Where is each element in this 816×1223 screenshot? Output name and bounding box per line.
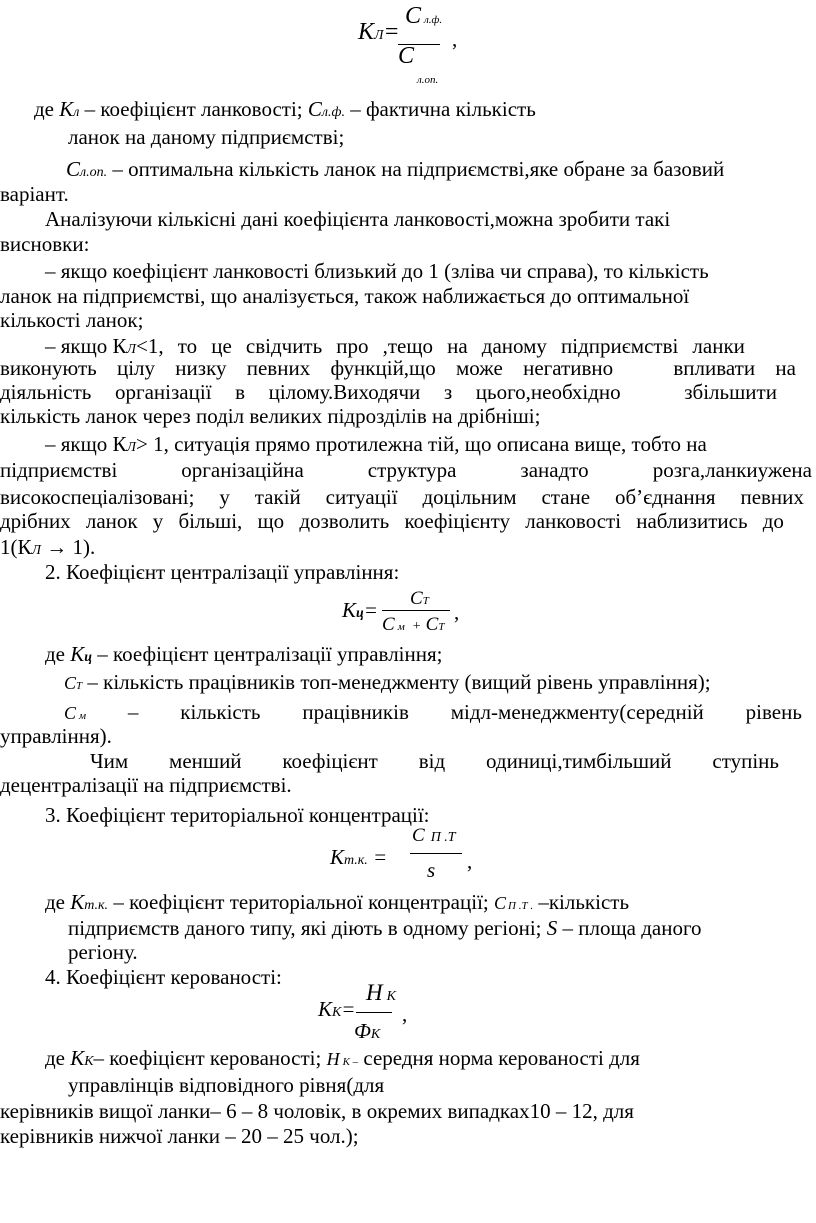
formula1-denominator-sub: л.оп. — [417, 74, 439, 86]
formula3-numerator: С П .Т — [412, 825, 456, 846]
defs1-line4: варіант. — [0, 182, 69, 206]
formula4-lhs: КК= — [318, 997, 356, 1021]
section4-def1: де КК– коефіцієнт керованості; Н К – середня норма керованості для — [45, 1046, 640, 1070]
formula1-lhs: КЛ= — [358, 19, 400, 45]
bullet1-line2: ланок на підприємстві, що аналізується, також наближається до оптимальної — [0, 284, 690, 308]
section2-heading: 2. Коефіцієнт централізації управління: — [45, 560, 400, 584]
bullet3-line2: підприємстві організаційна структура занадто розга,ланкиужена — [0, 458, 812, 482]
section3-def1: де Кт.к. – коефіцієнт територіальної концентрації; С П .Т . –кількість — [45, 890, 630, 914]
section4-line4: керівників нижчої ланки – 20 – 25 чол.); — [0, 1124, 359, 1148]
section3-def3: регіону. — [68, 940, 138, 964]
formula1-numerator: Сл.ф. — [405, 3, 443, 29]
bullet2-line1: – якщо КЛ<1, то це свідчить про ,тещо на даному підприємстві ланки — [45, 334, 745, 358]
bullet1-line3: кількості ланок; — [0, 308, 144, 332]
formula3-fraction-bar — [410, 853, 462, 854]
formula3-lhs: Кт.к. = — [330, 845, 388, 869]
formula2-fraction-bar — [382, 610, 450, 611]
analysis-line2: висновки: — [0, 232, 90, 256]
defs1-line1: де Кл – коефіцієнт ланковості; Сл.ф. – фактична кількість — [34, 97, 536, 121]
formula4-fraction-bar — [356, 1012, 392, 1013]
section2-def2: СТ – кількість працівників топ-менеджменту (вищий рівень управління); — [64, 670, 711, 694]
bullet1-line1: – якщо коефіцієнт ланковості близький до 1 (зліва чи справа), то кількість — [45, 259, 709, 283]
defs1-line2: ланок на даному підприємстві; — [68, 125, 345, 149]
formula1-denominator: С — [398, 43, 415, 69]
formula4-tail: , — [402, 1002, 408, 1026]
bullet2-line2: виконують цілу низку певних функцій,що може негативно впливати на — [0, 356, 796, 380]
formula2-numerator: СТ — [410, 588, 429, 609]
formula2-denominator: См + СТ — [382, 614, 445, 635]
bullet3-line5: 1(КЛ → 1). — [0, 535, 96, 559]
section2-note-line2: децентралізації на підприємстві. — [0, 773, 292, 797]
formula3-denominator: s — [427, 858, 436, 882]
bullet3-line3: високоспеціалізовані; у такій ситуації доцільним стане об’єднання певних — [0, 485, 804, 509]
section2-def3-line2: управління). — [0, 724, 112, 748]
bullet2-line3: діяльність організації в цілому.Виходячи з цього,необхідно збільшити — [0, 380, 777, 404]
section4-line2: управлінців відповідного рівня(для — [68, 1073, 385, 1097]
section4-heading: 4. Коефіцієнт керованості: — [45, 965, 282, 989]
section2-def3: С м – кількість працівників мідл-менеджменту(середній рівень — [64, 700, 802, 724]
section3-heading: 3. Коефіцієнт територіальної концентрації: — [45, 803, 430, 827]
formula1-tail: , — [452, 27, 458, 51]
analysis-line1: Аналізуючи кількісні дані коефіцієнта ланковості,можна зробити такі — [45, 207, 671, 231]
formula4-denominator: ФК — [354, 1019, 381, 1043]
bullet3-line1: – якщо КЛ> 1, ситуація прямо протилежна тій, що описана вище, тобто на — [45, 432, 707, 456]
bullet3-line4: дрібних ланок у більші, що дозволить коефіцієнту ланковості наблизитись до — [0, 509, 784, 533]
section4-line3: керівників вищої ланки– 6 – 8 чоловік, в окремих випадках10 – 12, для — [0, 1099, 634, 1123]
formula2-tail: , — [454, 600, 460, 624]
section2-def1: де Кц – коефіцієнт централізації управління; — [45, 642, 443, 666]
formula4-numerator: Н К — [366, 980, 396, 1005]
bullet2-line4: кількість ланок через поділ великих підрозділів на дрібніші; — [0, 404, 541, 428]
formula3-tail: , — [467, 849, 473, 873]
formula2-lhs: Кц= — [342, 598, 378, 622]
section2-note-line1: Чим менший коефіцієнт від одиниці,тимбільший ступінь — [90, 749, 779, 773]
defs1-line3: Сл.оп. – оптимальна кількість ланок на підприємстві,яке обране за базовий — [66, 157, 725, 181]
section3-def2: підприємств даного типу, які діють в одному регіоні; S – площа даного — [68, 916, 702, 940]
